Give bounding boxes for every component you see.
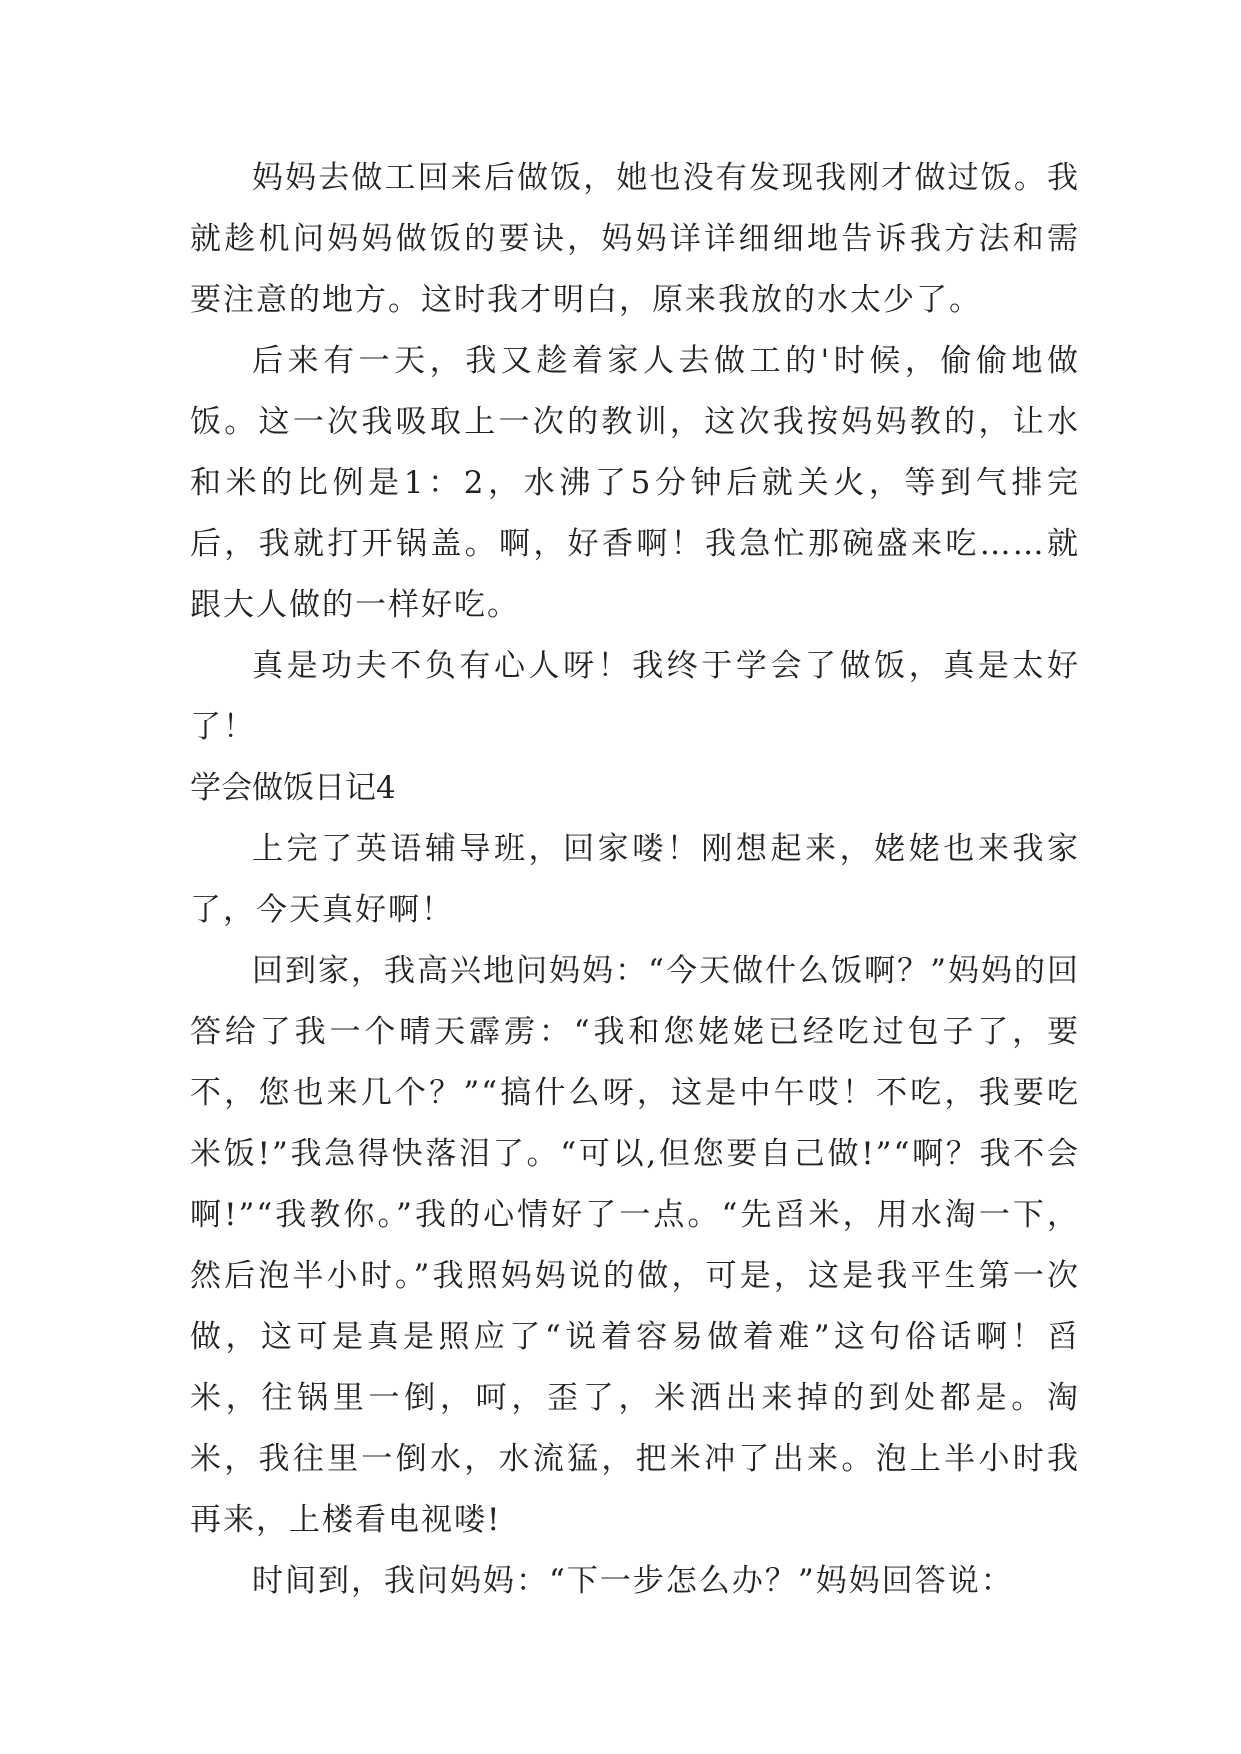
document-page — [190, 148, 1080, 1612]
section-heading: 学会做饭日记4 — [190, 770, 396, 806]
paragraph: 时间到，我问妈妈：“下一步怎么办？”妈妈回答说： — [252, 1563, 1014, 1599]
paragraph: 妈妈去做工回来后做饭，她也没有发现我刚才做过饭。我就趁机问妈妈做饭的要诀，妈妈详详细细地告诉我方法和需要注意的地方。这时我才明白，原来我放的水太少了。 — [190, 160, 1080, 318]
paragraph: 真是功夫不负有心人呀！我终于学会了做饭，真是太好了！ — [190, 648, 1080, 745]
paragraph: 上完了英语辅导班，回家喽！刚想起来，姥姥也来我家了，今天真好啊！ — [190, 831, 1080, 928]
paragraph: 后来有一天，我又趁着家人去做工的'时候，偷偷地做饭。这一次我吸取上一次的教训，这次我按妈妈教的，让水和米的比例是1：2，水沸了5分钟后就关火，等到气排完后，我就打开锅盖。啊，好香啊！我急忙那碗盛来吃……就跟大人做的一样好吃。 — [190, 343, 1080, 623]
paragraph: 回到家，我高兴地问妈妈：“今天做什么饭啊？”妈妈的回答给了我一个晴天霹雳：“我和您姥姥已经吃过包子了，要不，您也来几个？”“搞什么呀，这是中午哎！不吃，我要吃米饭!”我急得快落泪了。“可以,但您要自己做!”“啊？我不会啊!”“我教你。”我的心情好了一点。“先舀米，用水淘一下，然后泡半小时。”我照妈妈说的做，可是，这是我平生第一次做，这可是真是照应了“说着容易做着难”这句俗话啊！舀米，往锅里一倒，呵，歪了，米洒出来掉的到处都是。淘米，我往里一倒水，水流猛，把米冲了出来。泡上半小时我再来，上楼看电视喽! — [190, 953, 1080, 1538]
